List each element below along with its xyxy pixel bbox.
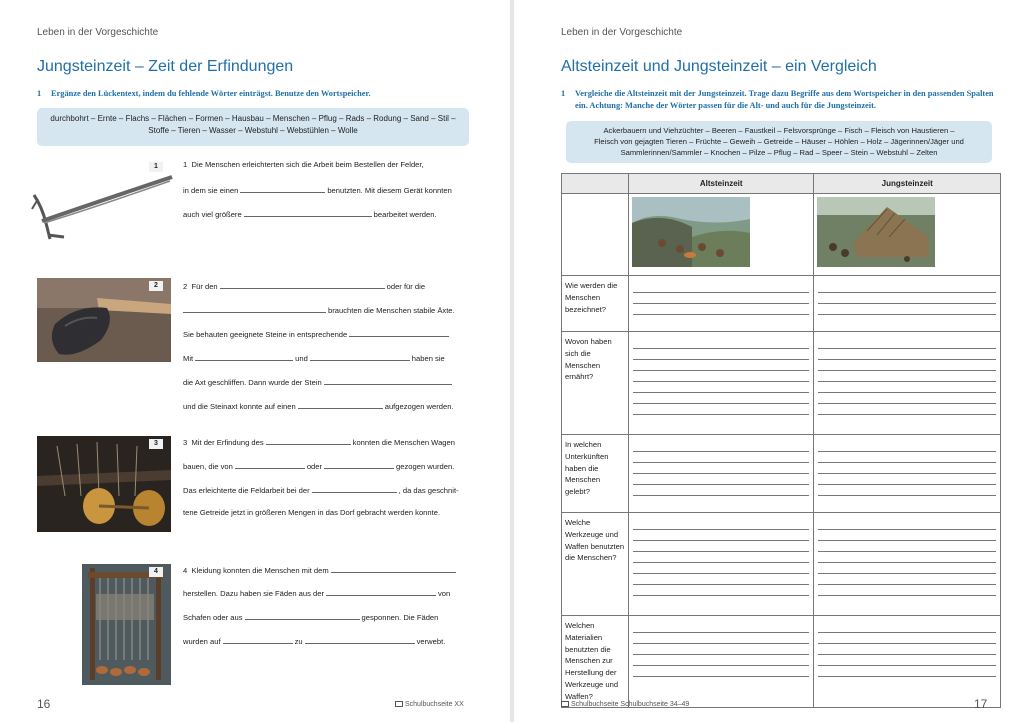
answer-cell[interactable] bbox=[814, 276, 1001, 332]
task-text: Ergänze den Lückentext, indem du fehlende Wörter einträgst. Benutze den Wortspeicher. bbox=[51, 89, 371, 98]
book-reference bbox=[395, 701, 464, 708]
cloze-text: herstellen. Dazu haben sie Fäden aus der bbox=[183, 589, 324, 598]
cloze-text: Die Menschen erleichterten sich die Arbeit beim Bestellen der Felder, bbox=[191, 160, 424, 169]
word-bank-line: Stoffe – Tieren – Wasser – Webstuhl – Webstühlen – Wolle bbox=[148, 126, 358, 135]
cloze-text: und bbox=[295, 354, 308, 363]
cloze-text: Mit der Erfindung des bbox=[191, 438, 264, 447]
cloze-sentence bbox=[183, 160, 424, 169]
answer-blank[interactable] bbox=[298, 400, 383, 409]
cloze-text: konnten die Menschen Wagen bbox=[352, 438, 455, 447]
right-page bbox=[514, 0, 1024, 722]
word-bank-line: durchbohrt – Ernte – Flachs – Flächen – Formen – Hausbau – Menschen – Pflug – Rads – Rodung – Sand – Stil – bbox=[50, 114, 456, 123]
answer-blank[interactable] bbox=[324, 376, 452, 385]
cloze-text: oder bbox=[306, 462, 323, 471]
image-cell bbox=[814, 194, 1001, 276]
cloze-text: die Axt geschliffen. Dann wurde der Stein bbox=[183, 378, 322, 387]
cloze-sentence bbox=[183, 208, 437, 219]
question-cell: Welche Werkzeuge und Waffen benutzten die Menschen? bbox=[562, 513, 629, 616]
answer-cell[interactable] bbox=[628, 276, 813, 332]
cloze-text: von bbox=[438, 589, 451, 598]
answer-cell[interactable] bbox=[814, 435, 1001, 513]
cloze-text: brauchten die Menschen stabile Äxte. bbox=[328, 306, 455, 315]
table-row bbox=[562, 513, 1001, 616]
right-page-title: Altsteinzeit und Jungsteinzeit – ein Vergleich bbox=[561, 58, 877, 75]
table-header-row bbox=[562, 174, 1001, 194]
empty-cell bbox=[562, 194, 629, 276]
cloze-text: Mit bbox=[183, 354, 194, 363]
cloze-text: Schafen oder aus bbox=[183, 613, 243, 622]
answer-blank[interactable] bbox=[310, 352, 410, 361]
cloze-sentence bbox=[183, 304, 455, 315]
wheel-photo bbox=[37, 436, 171, 532]
question-cell: Welchen Materialien benutzten die Menschen zur Herstellung der Werkzeuge und Waffen? bbox=[562, 616, 629, 708]
answer-blank[interactable] bbox=[195, 352, 293, 361]
question-cell: Wovon haben sich die Menschen ernährt? bbox=[562, 332, 629, 435]
cloze-text: bauen, die von bbox=[183, 462, 233, 471]
left-task-instruction bbox=[37, 88, 477, 100]
cloze-sentence bbox=[183, 611, 438, 622]
cloze-sentence bbox=[183, 436, 455, 447]
answer-blank[interactable] bbox=[305, 635, 415, 644]
answer-blank[interactable] bbox=[331, 564, 456, 573]
cloze-sentence bbox=[183, 460, 454, 471]
cloze-text: tene Getreide jetzt in größeren Mengen in das Dorf gebracht werden konnte. bbox=[183, 508, 441, 517]
image-cell bbox=[628, 194, 813, 276]
image-number-tag: 3 bbox=[149, 439, 163, 449]
cloze-text: gezogen wurden. bbox=[396, 462, 455, 471]
answer-cell[interactable] bbox=[814, 332, 1001, 435]
cloze-text: Für den bbox=[191, 282, 218, 291]
book-reference-text: Schulbuchseite Schulbuchseite 34–49 bbox=[571, 701, 690, 708]
loom-photo bbox=[82, 564, 171, 685]
jungsteinzeit-scene-image bbox=[817, 197, 935, 267]
answer-blank[interactable] bbox=[324, 460, 394, 469]
task-number: 1 bbox=[37, 89, 42, 98]
cloze-sentence bbox=[183, 280, 425, 291]
table-row bbox=[562, 276, 1001, 332]
question-cell: In welchen Unterkünften haben die Menschen gelebt? bbox=[562, 435, 629, 513]
item-number: 2 bbox=[183, 282, 188, 291]
answer-blank[interactable] bbox=[244, 208, 372, 217]
word-bank-line: Fleisch von gejagten Tieren – Früchte – Geweih – Getreide – Häuser – Höhlen – Holz – Jägerinnen/Jäger und bbox=[594, 137, 964, 146]
word-bank-line: Sammlerinnen/Sammler – Knochen – Pilze – Pflug – Rad – Speer – Stein – Webstuhl – Zelten bbox=[620, 148, 938, 157]
cloze-text: , da das geschnit- bbox=[398, 486, 459, 495]
task-text: ein. Achtung: Manche der Wörter passen für die Alt- und auch für die Jungsteinzeit. bbox=[575, 101, 876, 110]
image-number-tag: 2 bbox=[149, 281, 163, 291]
word-bank bbox=[37, 108, 469, 146]
book-icon bbox=[395, 701, 403, 707]
word-bank-line: Ackerbauern und Viehzüchter – Beeren – Faustkeil – Felsvorsprünge – Fisch – Fleisch von Haustieren – bbox=[603, 126, 955, 135]
cloze-text: benutzten. Mit diesem Gerät konnten bbox=[327, 186, 452, 195]
answer-blank[interactable] bbox=[245, 611, 360, 620]
cloze-sentence bbox=[183, 587, 450, 598]
image-number-tag: 1 bbox=[149, 162, 163, 172]
cloze-text: auch viel größere bbox=[183, 210, 242, 219]
table-row bbox=[562, 332, 1001, 435]
column-header-altsteinzeit: Altsteinzeit bbox=[628, 174, 813, 194]
answer-cell[interactable] bbox=[628, 332, 813, 435]
cloze-text: Sie behauten geeignete Steine in entsprechende bbox=[183, 330, 348, 339]
cloze-sentence bbox=[183, 376, 454, 387]
cloze-sentence bbox=[183, 564, 458, 575]
answer-blank[interactable] bbox=[266, 436, 351, 445]
cloze-text: Kleidung konnten die Menschen mit dem bbox=[191, 566, 329, 575]
answer-blank[interactable] bbox=[235, 460, 305, 469]
cloze-sentence bbox=[183, 400, 454, 411]
cloze-sentence bbox=[183, 352, 445, 363]
cloze-text: Das erleichterte die Feldarbeit bei der bbox=[183, 486, 310, 495]
cloze-sentence bbox=[183, 328, 451, 339]
right-task-instruction bbox=[561, 88, 1011, 112]
answer-cell[interactable] bbox=[628, 513, 813, 616]
comparison-table bbox=[561, 173, 1001, 708]
image-row bbox=[562, 194, 1001, 276]
answer-blank[interactable] bbox=[312, 484, 397, 493]
empty-header-cell bbox=[562, 174, 629, 194]
answer-cell[interactable] bbox=[814, 513, 1001, 616]
table-row bbox=[562, 616, 1001, 708]
item-number: 3 bbox=[183, 438, 188, 447]
cloze-text: oder für die bbox=[386, 282, 426, 291]
cloze-sentence bbox=[183, 184, 452, 195]
page-number: 17 bbox=[974, 697, 988, 711]
cloze-text: haben sie bbox=[411, 354, 445, 363]
cloze-text: wurden auf bbox=[183, 637, 221, 646]
cloze-text: gesponnen. Die Fäden bbox=[361, 613, 439, 622]
answer-cell[interactable] bbox=[628, 435, 813, 513]
answer-blank[interactable] bbox=[349, 328, 449, 337]
cloze-text: in dem sie einen bbox=[183, 186, 239, 195]
question-cell: Wie werden die Menschen bezeichnet? bbox=[562, 276, 629, 332]
cloze-text: aufgezogen werden. bbox=[384, 402, 454, 411]
cloze-text: und die Steinaxt konnte auf einen bbox=[183, 402, 296, 411]
plough-illustration bbox=[28, 165, 178, 245]
book-icon bbox=[561, 701, 569, 707]
answer-cell[interactable] bbox=[628, 616, 813, 708]
item-number: 1 bbox=[183, 160, 188, 169]
answer-blank[interactable] bbox=[183, 304, 326, 313]
cloze-sentence bbox=[183, 508, 440, 517]
image-number-tag: 4 bbox=[149, 567, 163, 577]
column-header-jungsteinzeit: Jungsteinzeit bbox=[814, 174, 1001, 194]
answer-blank[interactable] bbox=[220, 280, 385, 289]
cloze-text: zu bbox=[294, 637, 303, 646]
right-page-header: Leben in der Vorgeschichte bbox=[561, 27, 683, 38]
word-bank bbox=[566, 121, 992, 163]
left-page-title: Jungsteinzeit – Zeit der Erfindungen bbox=[37, 58, 294, 75]
table-row bbox=[562, 435, 1001, 513]
book-reference-text: Schulbuchseite XX bbox=[405, 701, 464, 708]
cloze-text: bearbeitet werden. bbox=[373, 210, 437, 219]
left-page bbox=[0, 0, 510, 722]
cloze-sentence bbox=[183, 635, 445, 646]
book-reference bbox=[561, 701, 689, 708]
task-number: 1 bbox=[561, 89, 566, 98]
answer-blank[interactable] bbox=[326, 587, 436, 596]
answer-blank[interactable] bbox=[223, 635, 293, 644]
item-number: 4 bbox=[183, 566, 188, 575]
task-text: Vergleiche die Altsteinzeit mit der Jungsteinzeit. Trage dazu Begriffe aus dem Wortspeicher in den passenden Spalten bbox=[575, 89, 994, 98]
cloze-sentence bbox=[183, 484, 459, 495]
page-number: 16 bbox=[37, 697, 51, 711]
left-page-header: Leben in der Vorgeschichte bbox=[37, 27, 159, 38]
cloze-text: verwebt. bbox=[416, 637, 446, 646]
answer-cell[interactable] bbox=[814, 616, 1001, 708]
answer-blank[interactable] bbox=[240, 184, 325, 193]
altsteinzeit-scene-image bbox=[632, 197, 750, 267]
